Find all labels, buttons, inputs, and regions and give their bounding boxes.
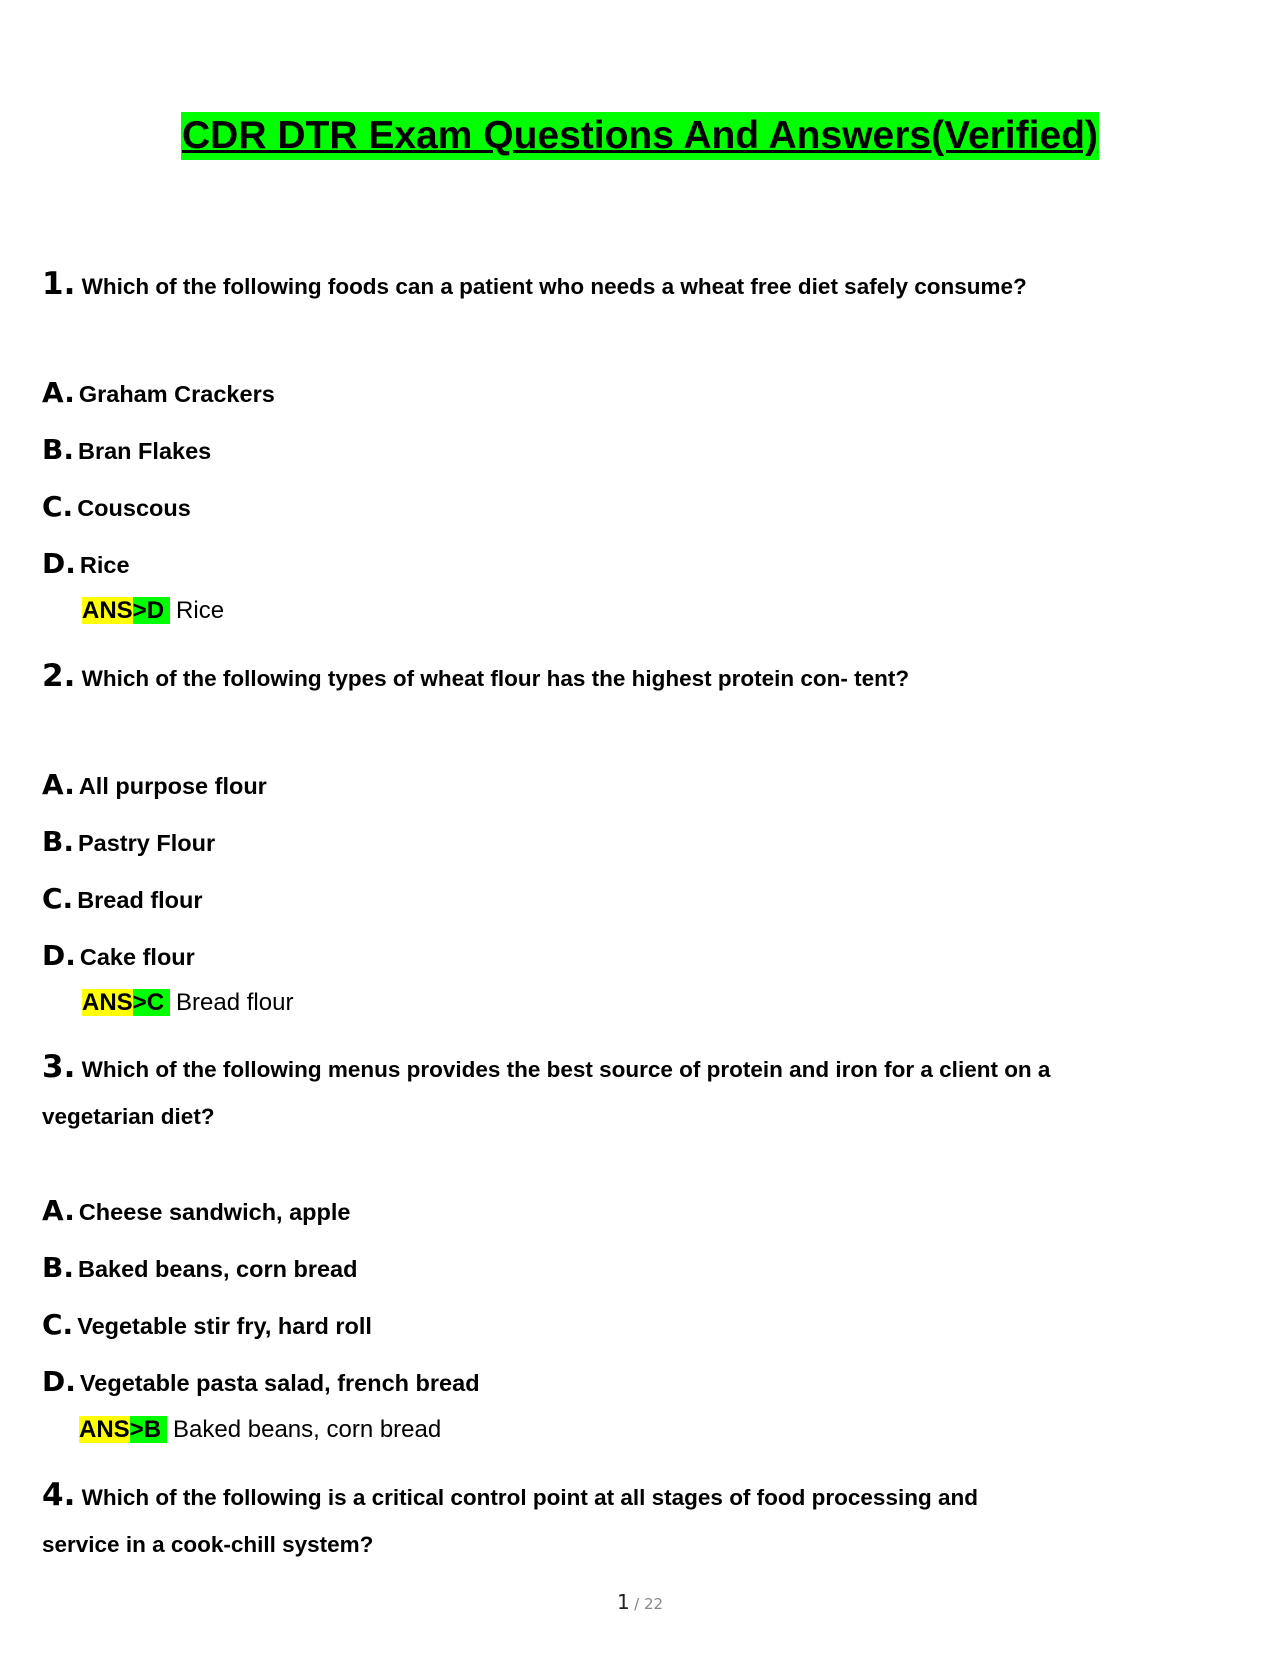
question-number: 4.	[42, 1477, 76, 1513]
option-letter: A.	[42, 768, 75, 801]
question-4	[42, 1477, 978, 1513]
option-d	[42, 547, 130, 580]
title-block	[0, 112, 1280, 160]
option-letter: B.	[42, 1251, 74, 1284]
option-a	[42, 1194, 350, 1227]
question-1	[42, 266, 1027, 302]
question-text: Which of the following is a critical control point at all stages of food processing and	[81, 1485, 978, 1510]
question-text: Which of the following foods can a patient who needs a wheat free diet safely consume?	[81, 274, 1027, 299]
option-c	[42, 882, 203, 915]
answer-label: ANS	[82, 989, 133, 1016]
current-page: 1	[616, 1590, 630, 1614]
option-letter: B.	[42, 825, 74, 858]
option-d	[42, 1365, 480, 1398]
document-title: CDR DTR Exam Questions And Answers(Verified)	[181, 112, 1099, 160]
option-b	[42, 825, 215, 858]
answer-2	[82, 989, 293, 1017]
answer-letter: >D	[133, 597, 170, 624]
answer-text: Rice	[176, 597, 225, 624]
option-letter: C.	[42, 1308, 74, 1341]
option-text: Cheese sandwich, apple	[78, 1199, 351, 1225]
answer-letter: >B	[130, 1416, 167, 1443]
option-c	[42, 1308, 372, 1341]
option-a	[42, 376, 275, 409]
option-text: Cake flour	[79, 944, 195, 970]
question-text: service in a cook-chill system?	[42, 1532, 374, 1557]
question-3-continuation	[42, 1104, 215, 1130]
question-number: 3.	[42, 1049, 76, 1085]
option-a	[42, 768, 267, 801]
question-number: 1.	[42, 266, 76, 302]
answer-label: ANS	[79, 1416, 130, 1443]
option-letter: D.	[42, 547, 76, 580]
answer-letter: >C	[133, 989, 170, 1016]
answer-label: ANS	[82, 597, 133, 624]
option-text: Couscous	[77, 495, 191, 521]
option-text: Graham Crackers	[78, 381, 275, 407]
option-letter: C.	[42, 490, 74, 523]
answer-text: Bread flour	[176, 989, 294, 1016]
option-letter: A.	[42, 376, 75, 409]
option-text: Pastry Flour	[77, 830, 216, 856]
question-3	[42, 1049, 1050, 1085]
question-text: Which of the following types of wheat flour has the highest protein con- tent?	[81, 666, 910, 691]
option-b	[42, 1251, 357, 1284]
option-text: Vegetable pasta salad, french bread	[79, 1370, 480, 1396]
option-text: Rice	[79, 552, 130, 578]
question-number: 2.	[42, 658, 76, 694]
answer-3	[79, 1416, 441, 1444]
option-text: Baked beans, corn bread	[77, 1256, 358, 1282]
question-text: vegetarian diet?	[42, 1104, 215, 1129]
option-letter: C.	[42, 882, 74, 915]
option-text: All purpose flour	[78, 773, 267, 799]
option-text: Bread flour	[77, 887, 203, 913]
total-pages: / 22	[634, 1595, 664, 1613]
question-text: Which of the following menus provides the best source of protein and iron for a client on a	[81, 1057, 1051, 1082]
question-2	[42, 658, 909, 694]
option-letter: D.	[42, 939, 76, 972]
answer-text: Baked beans, corn bread	[173, 1416, 442, 1443]
option-c	[42, 490, 191, 523]
option-d	[42, 939, 195, 972]
option-b	[42, 433, 211, 466]
option-letter: A.	[42, 1194, 75, 1227]
option-text: Bran Flakes	[77, 438, 212, 464]
page-indicator	[0, 1590, 1280, 1614]
option-letter: D.	[42, 1365, 76, 1398]
question-4-continuation	[42, 1532, 373, 1558]
answer-1	[82, 597, 224, 625]
option-text: Vegetable stir fry, hard roll	[77, 1313, 372, 1339]
option-letter: B.	[42, 433, 74, 466]
